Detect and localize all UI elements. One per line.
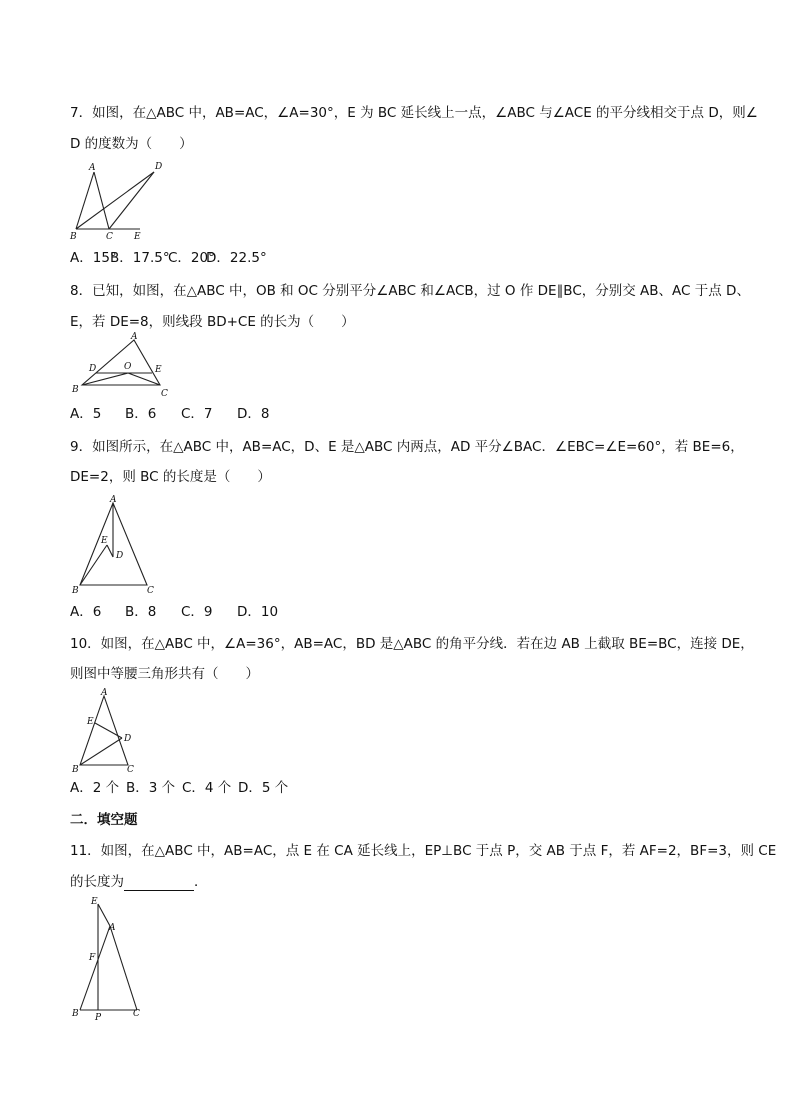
- q7-label-c: C: [106, 232, 113, 242]
- q11-label-b: B: [72, 1009, 79, 1019]
- q9-option-a[interactable]: A．6: [70, 604, 102, 620]
- q11-answer-blank[interactable]: [124, 876, 194, 891]
- q11-line2: [70, 873, 208, 891]
- q11-label-p: P: [95, 1013, 102, 1023]
- q10-option-a[interactable]: A．2 个: [70, 780, 120, 796]
- q11-label-c: C: [133, 1009, 140, 1019]
- q9-option-c[interactable]: C．9: [181, 604, 213, 620]
- q8-line1: 8．已知，如图，在△ABC 中，OB 和 OC 分别平分∠ABC 和∠ACB，过 O 作 DE∥BC，分别交 AB、AC 于点 D、: [70, 283, 750, 299]
- q7-figure: [70, 160, 170, 242]
- q8-label-b: B: [72, 385, 79, 395]
- section-title-fill-in: 二．填空题: [70, 812, 138, 828]
- q9-label-b: B: [72, 586, 79, 596]
- q9-options: [70, 603, 278, 621]
- q10-option-d[interactable]: D．5 个: [238, 780, 289, 796]
- q8-option-d[interactable]: D．8: [237, 406, 270, 422]
- q9-option-b[interactable]: B．8: [125, 604, 157, 620]
- q11-label-f: F: [89, 953, 96, 963]
- q7-options: [70, 249, 267, 267]
- q7-label-d: D: [155, 162, 163, 172]
- q10-options: [70, 779, 288, 797]
- q7-label-e: E: [134, 232, 141, 242]
- q11-label-a: A: [109, 923, 116, 933]
- q10-label-b: B: [72, 765, 79, 775]
- q9-label-e: E: [101, 536, 108, 546]
- q9-figure: [70, 492, 170, 594]
- q7-label-b: B: [70, 232, 77, 242]
- q8-label-a: A: [131, 332, 138, 342]
- q9-label-d: D: [116, 551, 124, 561]
- q9-line1: 9．如图所示，在△ABC 中，AB=AC，D、E 是△ABC 内两点，AD 平分∠BAC．∠EBC=∠E=60°，若 BE=6，: [70, 439, 744, 455]
- q7-option-a[interactable]: A．15°: [70, 250, 117, 266]
- q7-line1: 7．如图，在△ABC 中，AB=AC，∠A=30°，E 为 BC 延长线上一点，∠ABC 与∠ACE 的平分线相交于点 D，则∠: [70, 105, 758, 121]
- q9-label-a: A: [110, 495, 117, 505]
- q10-figure: [70, 688, 150, 776]
- q10-option-c[interactable]: C．4 个: [182, 780, 232, 796]
- q11-label-e: E: [91, 897, 98, 907]
- q11-line2-suffix: ．: [194, 874, 208, 890]
- q8-line2: E，若 DE=8，则线段 BD+CE 的长为（ ）: [70, 314, 355, 330]
- q10-option-b[interactable]: B．3 个: [126, 780, 176, 796]
- q11-line2-prefix: 的长度为: [70, 874, 124, 890]
- q10-label-c: C: [127, 765, 134, 775]
- q8-label-c: C: [161, 389, 168, 399]
- q8-figure: [70, 332, 180, 399]
- q10-line2: 则图中等腰三角形共有（ ）: [70, 666, 259, 682]
- q9-label-c: C: [147, 586, 154, 596]
- q8-label-d: D: [89, 364, 97, 374]
- q7-option-d[interactable]: D．22.5°: [206, 250, 267, 266]
- q7-label-a: A: [89, 163, 96, 173]
- q7-line2: D 的度数为（ ）: [70, 136, 193, 152]
- q10-label-a: A: [101, 688, 108, 698]
- q7-option-c[interactable]: C．20°: [168, 250, 215, 266]
- q9-option-d[interactable]: D．10: [237, 604, 279, 620]
- q9-line2: DE=2，则 BC 的长度是（ ）: [70, 469, 271, 485]
- q7-option-b[interactable]: B．17.5°: [110, 250, 170, 266]
- q10-label-e: E: [87, 717, 94, 727]
- q8-option-b[interactable]: B．6: [125, 406, 157, 422]
- q11-figure: [70, 894, 160, 1024]
- q10-label-d: D: [124, 734, 132, 744]
- q8-option-c[interactable]: C．7: [181, 406, 213, 422]
- q8-label-e: E: [155, 365, 162, 375]
- q8-options: [70, 405, 269, 423]
- q8-option-a[interactable]: A．5: [70, 406, 102, 422]
- q10-line1: 10．如图，在△ABC 中，∠A=36°，AB=AC，BD 是△ABC 的角平分线．若在边 AB 上截取 BE=BC，连接 DE，: [70, 636, 754, 652]
- q8-label-o: O: [124, 362, 132, 372]
- q11-line1: 11．如图，在△ABC 中，AB=AC，点 E 在 CA 延长线上，EP⊥BC 于点 P，交 AB 于点 F，若 AF=2，BF=3，则 CE: [70, 843, 777, 859]
